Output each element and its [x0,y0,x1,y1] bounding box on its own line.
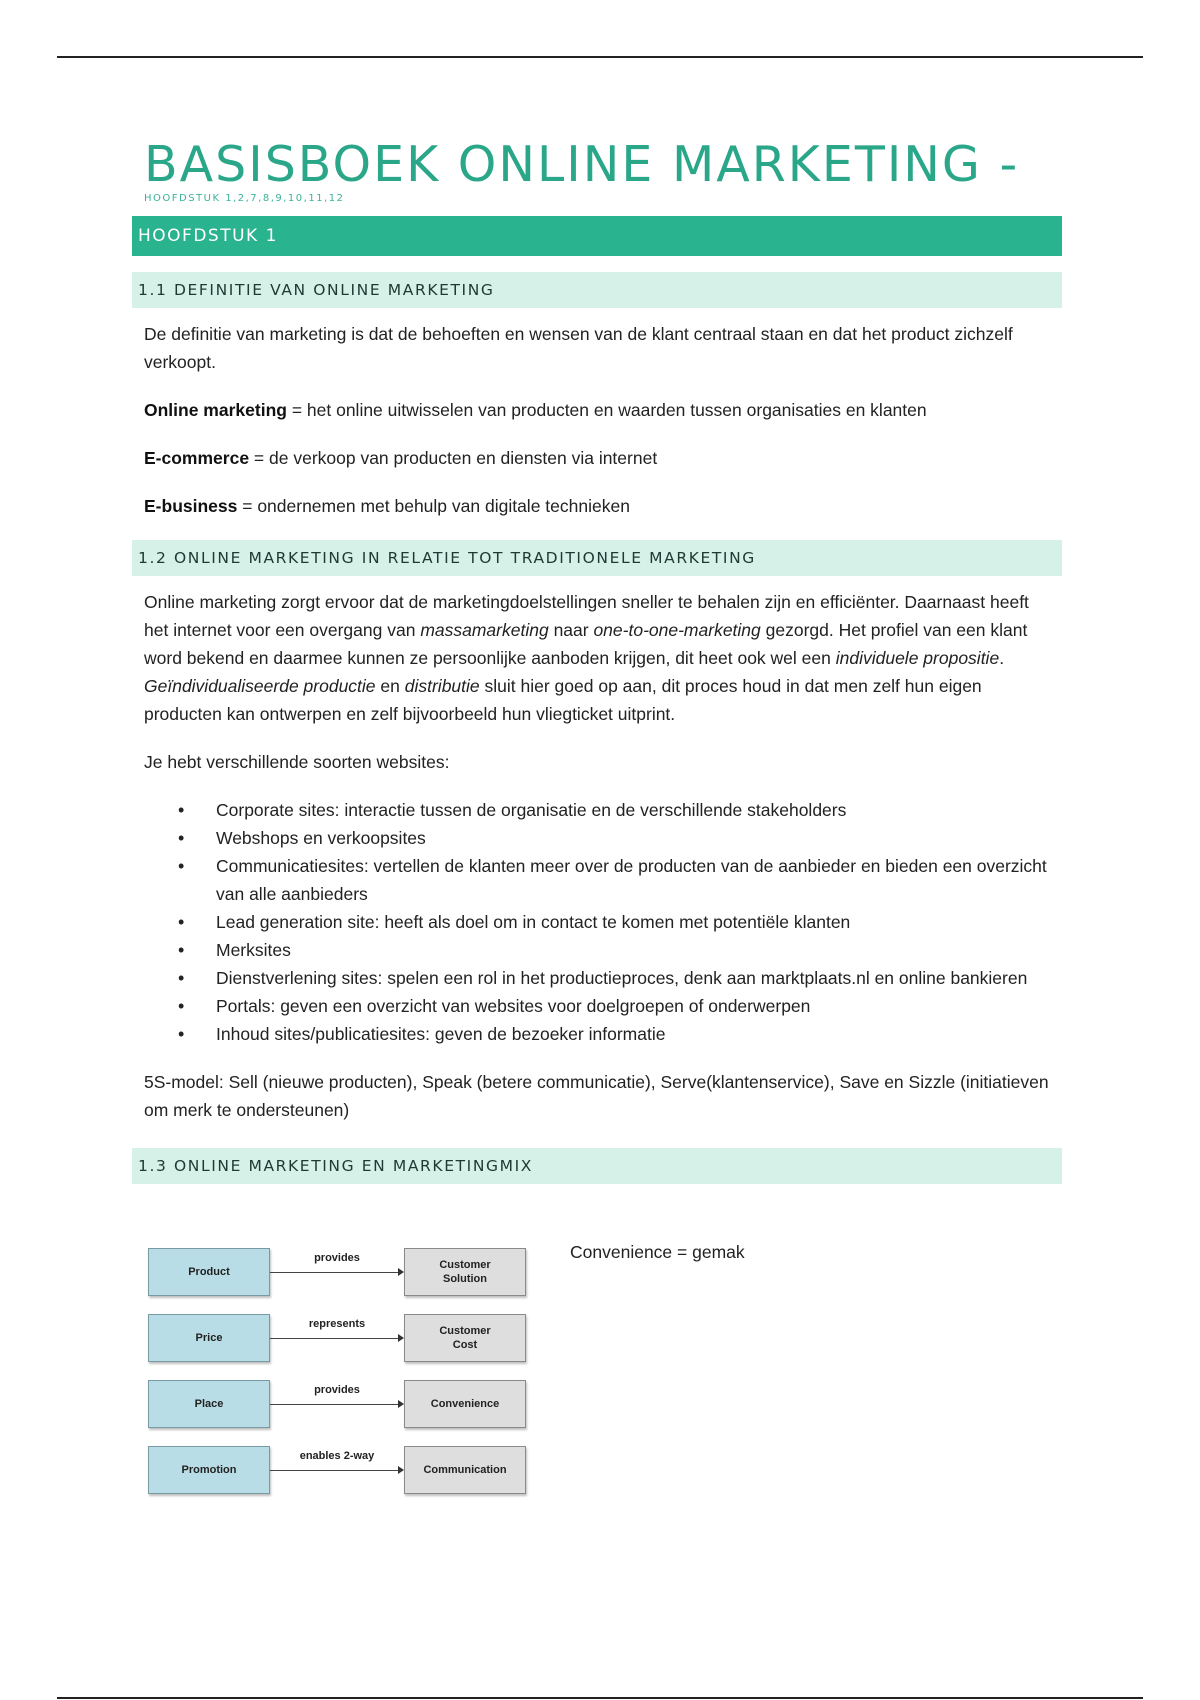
list-item: • Inhoud sites/publicatiesites: geven de bezoeker informatie [138,1020,1056,1048]
convenience-note: Convenience = gemak [570,1242,745,1262]
top-rule [57,56,1143,58]
document-subtitle: HOOFDSTUK 1,2,7,8,9,10,11,12 [144,193,345,204]
italic-term: Geïndividualiseerde productie [144,676,376,696]
mix-box-promotion: Promotion [148,1446,270,1494]
paragraph-text: sluit hier goed op aan, dit proces houd in dat men zelf hun eigen producten kan ontwerpen en zelf bijvoorbeeld hun vliegticket uitprint. [144,676,982,724]
arrow-line [270,1338,400,1339]
list-item: • Communicatiesites: vertellen de klanten meer over de producten van de aanbieder en bieden een overzicht van alle aanbieders [138,852,1056,908]
mix-box-communication: Communication [404,1446,526,1494]
arrow-label: enables 2-way [299,1450,375,1462]
list-item: • Lead generation site: heeft als doel om in contact te komen met potentiële klanten [138,908,1056,936]
marketing-mix-area [138,1184,1062,1484]
italic-term: distributie [404,676,480,696]
website-types-list [138,796,1062,1048]
definition-e-commerce [144,444,1056,472]
definition-term: E-commerce [144,448,250,468]
section-1-2-paragraph [144,588,1056,728]
definition-term: Online marketing [144,400,287,420]
paragraph-text: Online marketing zorgt ervoor dat de marketingdoelstellingen sneller te behalen zijn en efficiënter. Daarnaast heeft het internet voor een overgang van [144,592,1029,640]
italic-term: massamarketing [420,620,549,640]
bottom-rule [57,1697,1143,1699]
mix-box-customer-solution: Customer Solution [404,1248,526,1296]
arrow-head-icon [398,1268,404,1276]
mix-box-price: Price [148,1314,270,1362]
mix-box-convenience: Convenience [404,1380,526,1428]
italic-term: individuele propositie [835,648,1000,668]
marketing-mix-diagram [148,1248,528,1508]
arrow-line [270,1470,400,1471]
arrow-line [270,1272,400,1273]
definition-text: = ondernemen met behulp van digitale technieken [237,496,630,516]
arrow-label: represents [308,1318,366,1330]
list-item: • Merksites [138,936,1056,964]
definition-text: = het online uitwisselen van producten en waarden tussen organisaties en klanten [286,400,927,420]
section-1-3-heading: 1.3 ONLINE MARKETING EN MARKETINGMIX [132,1148,1062,1184]
paragraph-text: en [375,676,405,696]
definition-term: E-business [144,496,238,516]
arrow-label: provides [314,1384,360,1396]
arrow-head-icon [398,1400,404,1408]
mix-box-place: Place [148,1380,270,1428]
five-s-model: 5S-model: Sell (nieuwe producten), Speak (betere communicatie), Serve(klantenservice), Save en Sizzle (initiatieven om merk te ondersteunen) [144,1072,1049,1120]
paragraph-text: gezorgd. Het profiel van een klant word bekend en daarmee kunnen ze persoonlijke aanboden krijgen, dit heet ook wel een [144,620,1028,668]
section-1-2-heading: 1.2 ONLINE MARKETING IN RELATIE TOT TRADITIONELE MARKETING [132,540,1062,576]
arrow-head-icon [398,1334,404,1342]
list-item: • Corporate sites: interactie tussen de organisatie en de verschillende stakeholders [138,796,1056,824]
document-title: BASISBOEK ONLINE MARKETING - [144,136,1020,193]
definition-online-marketing [144,396,1056,424]
chapter-heading: HOOFDSTUK 1 [132,216,1062,256]
paragraph-text: . [999,648,1005,668]
definition-e-business [144,492,1056,520]
section-1-1-intro: De definitie van marketing is dat de behoeften en wensen van de klant centraal staan en dat het product zichzelf verkoopt. [144,324,1013,372]
website-types-intro: Je hebt verschillende soorten websites: [144,752,450,772]
italic-term: one-to-one-marketing [593,620,761,640]
list-item: • Portals: geven een overzicht van websites voor doelgroepen of onderwerpen [138,992,1056,1020]
section-1-1-heading: 1.1 DEFINITIE VAN ONLINE MARKETING [132,272,1062,308]
arrow-label: provides [314,1252,360,1264]
mix-box-customer-cost: Customer Cost [404,1314,526,1362]
arrow-head-icon [398,1466,404,1474]
mix-box-product: Product [148,1248,270,1296]
arrow-line [270,1404,400,1405]
definition-text: = de verkoop van producten en diensten via internet [249,448,658,468]
document-page [138,136,1062,1484]
list-item: • Webshops en verkoopsites [138,824,1056,852]
paragraph-text: naar [548,620,594,640]
list-item: • Dienstverlening sites: spelen een rol in het productieproces, denk aan marktplaats.nl en online bankieren [138,964,1056,992]
